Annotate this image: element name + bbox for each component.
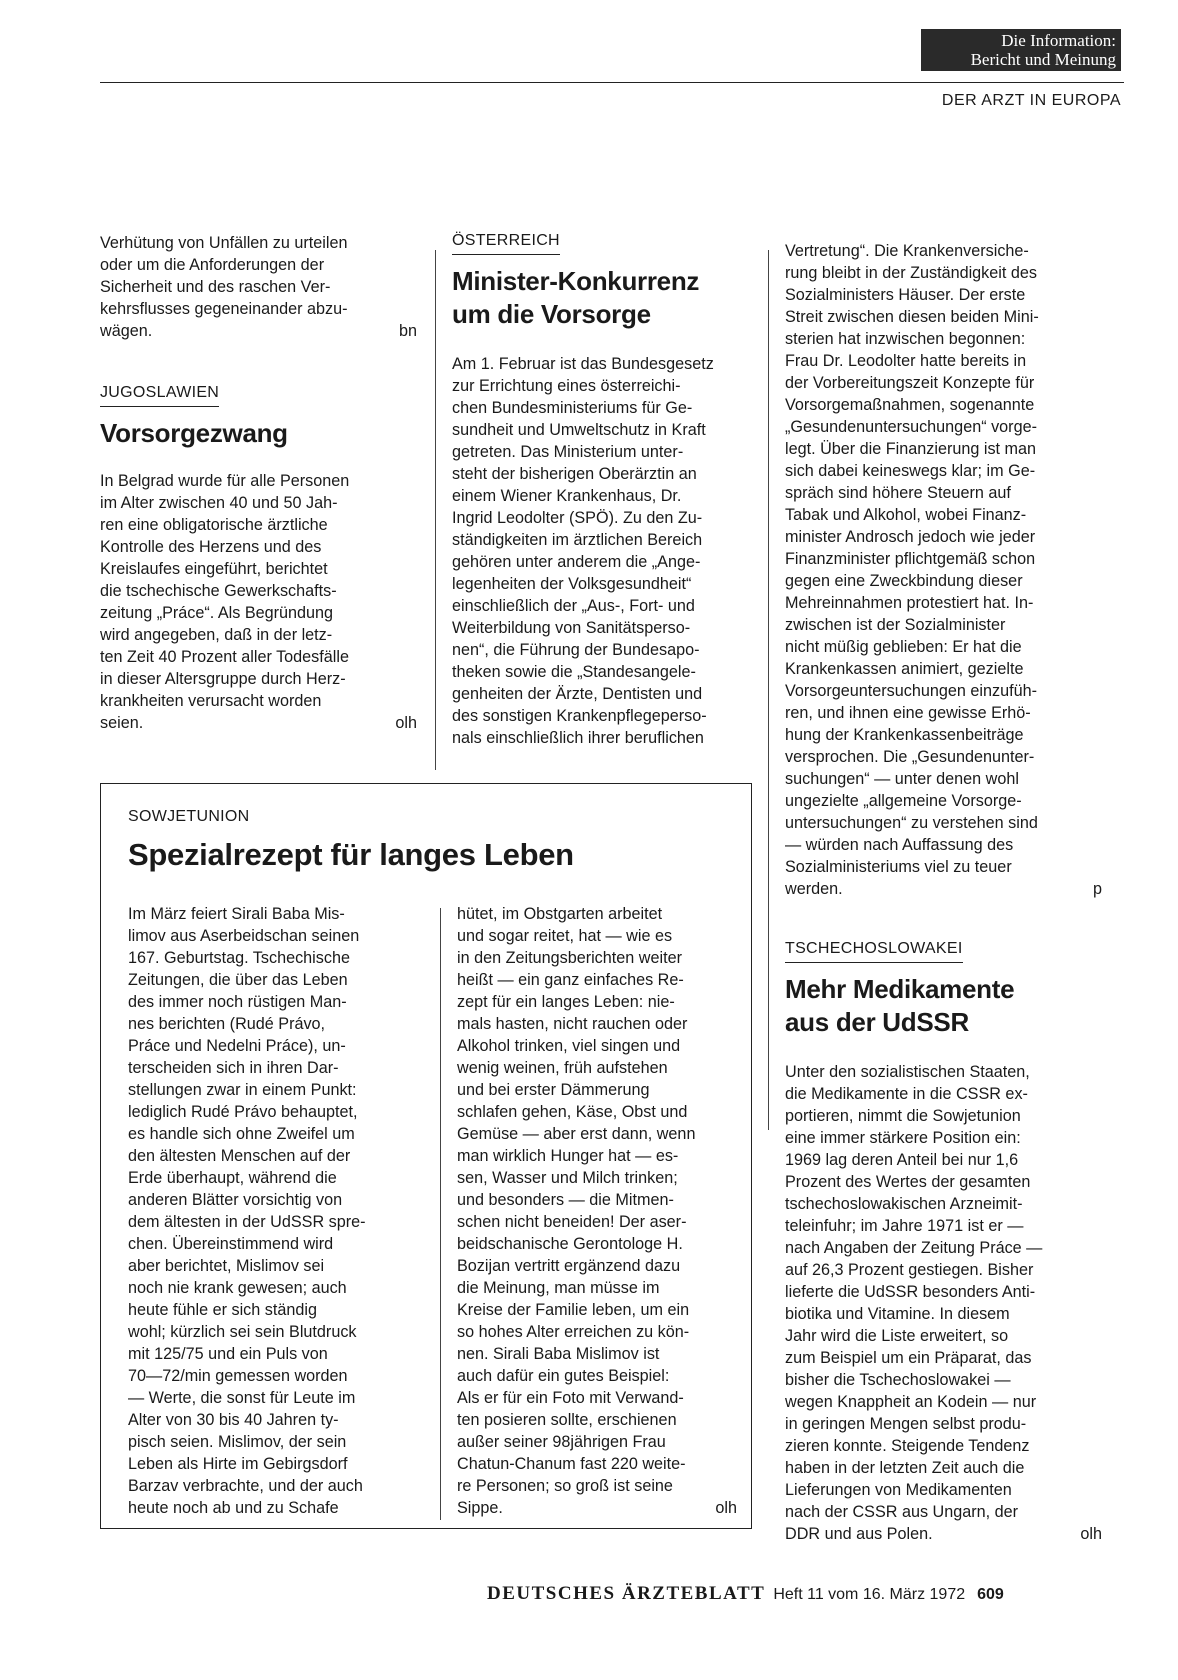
text-line: Sozialministers Häuser. Der erste [785,286,1026,304]
text-line: des immer noch rüstigen Man- [128,993,347,1011]
text-line: werden. [785,880,843,898]
text-line: Prozent des Wertes der gesamten [785,1173,1031,1191]
text-line: wegen Knappheit an Kodein — nur [785,1393,1037,1411]
text-line: kehrsflusses gegeneinander abzu- [100,300,348,318]
text-line: Frau Dr. Leodolter hatte bereits in [785,352,1027,370]
text-line: rung bleibt in der Zuständigkeit des [785,264,1037,282]
text-line: anderen Blätter vorsichtig von [128,1191,343,1209]
text-line: und bei erster Dämmerung [457,1081,650,1099]
continuation-text [100,232,417,342]
text-line: der Vorbereitungszeit Konzepte für [785,374,1035,392]
text-line: so hohes Alter erreichen zu kön- [457,1323,690,1341]
author-signature: olh [395,714,417,732]
text-line: aber berichtet, Mislimov sei [128,1257,325,1275]
article-headline [785,973,1102,1039]
text-line-final [100,712,417,734]
boxed-article-header [128,808,728,874]
text-line: — Werte, die sonst für Leute im [128,1389,356,1407]
text-line: nicht müßig geblieben: Er hat die [785,638,1022,656]
text-line: Als er für ein Foto mit Verwand- [457,1389,684,1407]
text-line: Leben als Hirte im Gebirgsdorf [128,1455,348,1473]
text-line: Vertretung“. Die Krankenversiche- [785,242,1029,260]
article-body [457,903,737,1519]
author-signature: olh [715,1499,737,1517]
text-line: versprochen. Die „Gesundenunter- [785,748,1035,766]
text-line: untersuchungen“ zu verstehen sind [785,814,1038,832]
text-line: suchungen“ — unter denen wohl [785,770,1019,788]
text-line: chen Bundesministeriums für Ge- [452,399,693,417]
text-line: des sonstigen Krankenpflegeperso- [452,707,707,725]
text-line: ren eine obligatorische ärztliche [100,516,328,534]
text-line: auch dafür ein gutes Beispiel: [457,1367,670,1385]
journal-name: DEUTSCHES ÄRZTEBLATT [487,1583,766,1604]
text-line: Práce und Nedelni Práce), un- [128,1037,346,1055]
text-line: Verhütung von Unfällen zu urteilen [100,234,348,252]
text-line: ten Zeit 40 Prozent aller Todesfälle [100,648,349,666]
text-line-final [457,1497,737,1519]
text-line: zur Errichtung eines österreichi- [452,377,681,395]
text-line: Bozijan vertritt ergänzend dazu [457,1257,681,1275]
department-label: DER ARZT IN EUROPA [941,92,1121,109]
text-line: legenheiten der Volksgesundheit“ [452,575,692,593]
text-line: biotika und Vitamine. In diesem [785,1305,1010,1323]
text-line: Streit zwischen diesen beiden Mini- [785,308,1039,326]
text-line: und besonders — die Mitmen- [457,1191,674,1209]
text-line: außer seiner 98jährigen Frau [457,1433,666,1451]
issue-info: Heft 11 vom 16. März 1972 [773,1586,966,1603]
text-line: und sogar reitet, hat — wie es [457,927,673,945]
page-footer [487,1583,1004,1605]
text-line: krankheiten verursacht worden [100,692,322,710]
text-line: Alkohol trinken, viel singen und [457,1037,681,1055]
text-line: 167. Geburtstag. Tschechische [128,949,350,967]
text-line: Krankenkassen animiert, gezielte [785,660,1024,678]
article-kicker: JUGOSLAWIEN [100,384,219,407]
text-line: wenig weinen, früh aufstehen [457,1059,668,1077]
text-line: Tabak und Alkohol, wobei Finanz- [785,506,1027,524]
section-tag [921,29,1121,71]
article-headline: Vorsorgezwang [100,418,288,448]
text-line: DDR und aus Polen. [785,1525,933,1543]
text-line: noch nie krank gewesen; auch [128,1279,347,1297]
boxed-article-column-right [457,903,737,1519]
text-line: tschechoslowakischen Arzneimit- [785,1195,1023,1213]
text-line: die tschechische Gewerkschafts- [100,582,337,600]
text-line: Kreislaufes eingeführt, berichtet [100,560,328,578]
text-line: Sicherheit und des raschen Ver- [100,278,331,296]
text-line: 1969 lag deren Anteil bei nur 1,6 [785,1151,1019,1169]
text-line-final [785,878,1102,900]
text-line: spräch sind höhere Steuern auf [785,484,1011,502]
page-number: 609 [977,1586,1004,1603]
text-line: zeitung „Práce“. Als Begründung [100,604,334,622]
text-line: nen“, die Führung der Bundesapo- [452,641,700,659]
text-line: zum Beispiel um ein Präparat, das [785,1349,1032,1367]
text-line: schen nicht beneiden! Der aser- [457,1213,687,1231]
text-line: hütet, im Obstgarten arbeitet [457,905,663,923]
text-line: getreten. Das Ministerium unter- [452,443,684,461]
headline-line: Minister-Konkurrenz [452,266,700,296]
text-line: ständigkeiten im ärztlichen Bereich [452,531,703,549]
text-line: Kreise der Familie leben, um ein [457,1301,690,1319]
text-line: im Alter zwischen 40 und 50 Jah- [100,494,338,512]
text-line: Erde überhaupt, während die [128,1169,337,1187]
text-line: die Meinung, man müsse im [457,1279,660,1297]
article-body-continued [785,240,1102,900]
text-line: beidschanische Gerontologe H. [457,1235,683,1253]
text-line: nes berichten (Rudé Právo, [128,1015,326,1033]
section-tag-line-2: Bericht und Meinung [970,50,1116,69]
text-line: eine immer stärkere Position ein: [785,1129,1021,1147]
text-line: teleinfuhr; im Jahre 1971 ist er — [785,1217,1024,1235]
text-line: in dieser Altersgruppe durch Herz- [100,670,346,688]
headline-line: aus der UdSSR [785,1007,969,1037]
text-line: wird angegeben, daß in der letz- [100,626,333,644]
column-2 [452,232,755,749]
text-line: sich dabei keineswegs klar; im Ge- [785,462,1036,480]
text-line: In Belgrad wurde für alle Personen [100,472,350,490]
text-line: portieren, nimmt die Sowjetunion [785,1107,1021,1125]
text-line: ungezielte „allgemeine Vorsorge- [785,792,1022,810]
text-line: ten posieren sollte, erschienen [457,1411,677,1429]
text-line: oder um die Anforderungen der [100,256,325,274]
text-line: heißt — ein ganz einfaches Re- [457,971,684,989]
text-line: genheiten der Ärzte, Dentisten und [452,685,703,703]
text-line: sen, Wasser und Milch trinken; [457,1169,678,1187]
text-line: re Personen; so groß ist seine [457,1477,673,1495]
text-line: wägen. [100,322,153,340]
text-line: zwischen ist der Sozialminister [785,616,1006,634]
text-line: sterien hat inzwischen begonnen: [785,330,1026,348]
boxed-article-column-left [128,903,423,1519]
text-line: Im März feiert Sirali Baba Mis- [128,905,345,923]
text-line: lediglich Rudé Právo behauptet, [128,1103,358,1121]
text-line: Kontrolle des Herzens und des [100,538,322,556]
text-line: Jahr wird die Liste erweitert, so [785,1327,1009,1345]
text-line: Am 1. Februar ist das Bundesgesetz [452,355,714,373]
article-body [100,470,417,734]
text-line: Mehreinnahmen protestiert hat. In- [785,594,1034,612]
text-line: wohl; kürzlich sei sein Blutdruck [128,1323,357,1341]
text-line: dem ältesten in der UdSSR spre- [128,1213,366,1231]
text-line: theken sowie die „Standesangele- [452,663,696,681]
text-line: Unter den sozialistischen Staaten, [785,1063,1030,1081]
text-line: Lieferungen von Medikamenten [785,1481,1012,1499]
text-line: pisch seien. Mislimov, der sein [128,1433,347,1451]
text-line: einschließlich der „Aus-, Fort- und [452,597,695,615]
column-3 [785,240,1102,1545]
text-line: lieferte die UdSSR besonders Anti- [785,1283,1036,1301]
text-line: mit 125/75 und ein Puls von [128,1345,328,1363]
text-line: Chatun-Chanum fast 220 weite- [457,1455,686,1473]
headline-line: um die Vorsorge [452,299,651,329]
text-line: in geringen Mengen selbst produ- [785,1415,1027,1433]
text-line: bisher die Tschechoslowakei — [785,1371,1011,1389]
text-line: — würden nach Auffassung des [785,836,1014,854]
text-line-final [785,1523,1102,1545]
text-line: gegen eine Zweckbindung dieser [785,572,1023,590]
text-line: Barzav verbrachte, und der auch [128,1477,363,1495]
article-kicker: SOWJETUNION [128,808,250,825]
text-line: steht der bisherigen Oberärztin an [452,465,697,483]
text-line: ren, und ihnen eine gewisse Erhö- [785,704,1031,722]
text-line: Sippe. [457,1499,503,1517]
text-line: Finanzminister pflichtgemäß schon [785,550,1036,568]
author-signature: bn [398,322,417,340]
author-signature: p [1092,880,1102,898]
text-line: 70—72/min gemessen worden [128,1367,348,1385]
column-divider [435,250,436,770]
section-tag-line-1: Die Information: [1001,31,1116,50]
article-headline: Spezialrezept für langes Leben [128,837,574,872]
text-line: Gemüse — aber erst dann, wenn [457,1125,696,1143]
text-line: haben in der letzten Zeit auch die [785,1459,1025,1477]
text-line: den ältesten Menschen auf der [128,1147,351,1165]
column-1 [100,232,417,734]
text-line: Ingrid Leodolter (SPÖ). Zu den Zu- [452,509,703,527]
text-line: terscheiden sich in ihren Dar- [128,1059,339,1077]
article-body [452,353,755,749]
header-rule [100,82,1124,83]
text-line: mals hasten, nicht rauchen oder [457,1015,688,1033]
article-kicker: ÖSTERREICH [452,232,560,255]
author-signature: olh [1080,1525,1102,1543]
text-line: nen. Sirali Baba Mislimov ist [457,1345,660,1363]
text-line: zieren konnte. Steigende Tendenz [785,1437,1030,1455]
text-line: auf 26,3 Prozent gestiegen. Bisher [785,1261,1034,1279]
text-line: nach der CSSR aus Ungarn, der [785,1503,1019,1521]
text-line: Vorsorgemaßnahmen, sogenannte [785,396,1035,414]
text-line: heute noch ab und zu Schafe [128,1499,339,1517]
text-line: einem Wiener Krankenhaus, Dr. [452,487,682,505]
text-line: die Medikamente in die CSSR ex- [785,1085,1028,1103]
text-line: chen. Übereinstimmend wird [128,1235,334,1253]
text-line: minister Androsch jedoch wie jeder [785,528,1036,546]
text-line: Vorsorgeuntersuchungen einzufüh- [785,682,1037,700]
article-headline [452,265,755,331]
text-line-final [100,320,417,342]
text-line: heute fühle er sich ständig [128,1301,317,1319]
text-line: zept für ein langes Leben: nie- [457,993,675,1011]
column-divider [440,908,441,1520]
column-divider [768,250,769,1130]
text-line: Alter von 30 bis 40 Jahren ty- [128,1411,339,1429]
text-line: Zeitungen, die über das Leben [128,971,348,989]
text-line: stellungen zwar in einem Punkt: [128,1081,357,1099]
text-line: gehören unter anderem die „Ange- [452,553,701,571]
text-line: Weiterbildung von Sanitätsperso- [452,619,691,637]
text-line: sundheit und Umweltschutz in Kraft [452,421,706,439]
article-body [128,903,423,1519]
headline-line: Mehr Medikamente [785,974,1015,1004]
text-line: in den Zeitungsberichten weiter [457,949,682,967]
text-line: nals einschließlich ihrer beruflichen [452,729,704,747]
text-line: Sozialministeriums viel zu teuer [785,858,1012,876]
text-line: seien. [100,714,144,732]
text-line: man wirklich Hunger hat — es- [457,1147,679,1165]
text-line: legt. Über die Finanzierung ist man [785,440,1037,458]
text-line: „Gesundenuntersuchungen“ vorge- [785,418,1037,436]
text-line: es handle sich ohne Zweifel um [128,1125,355,1143]
text-line: schlafen gehen, Käse, Obst und [457,1103,688,1121]
text-line: limov aus Aserbeidschan seinen [128,927,360,945]
text-line: hung der Krankenkassenbeiträge [785,726,1024,744]
article-body [785,1061,1102,1545]
article-kicker: TSCHECHOSLOWAKEI [785,940,963,963]
text-line: nach Angaben der Zeitung Práce — [785,1239,1043,1257]
